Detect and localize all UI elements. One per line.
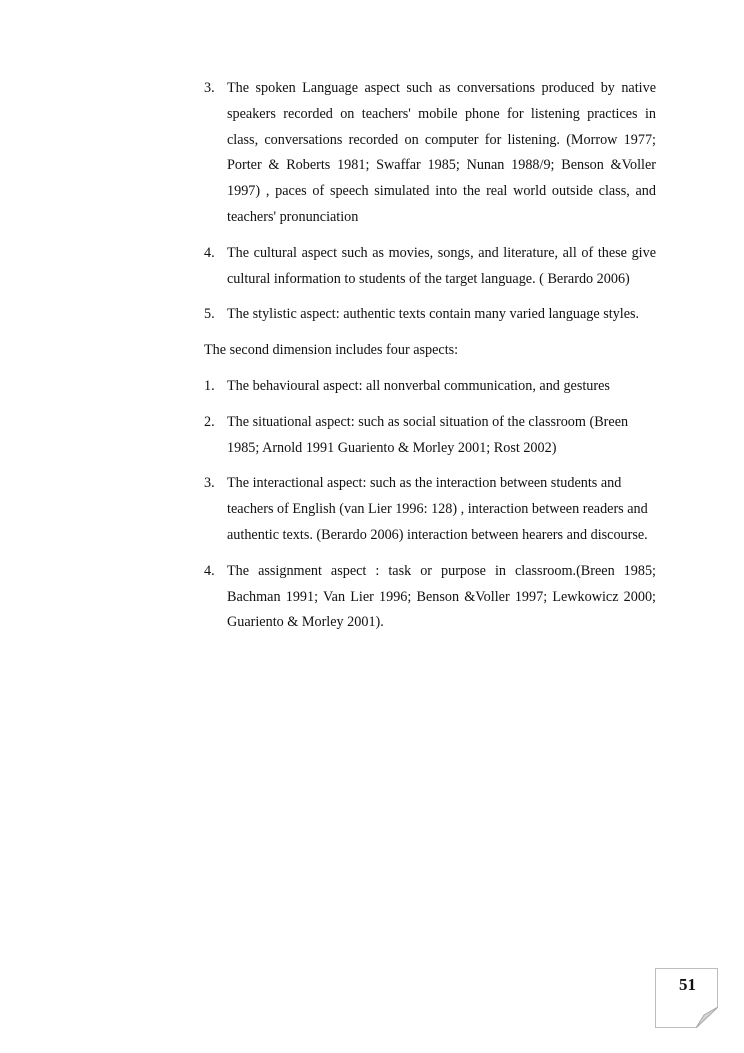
- list-item-number: 3.: [204, 475, 215, 492]
- list-item-number: 2.: [204, 413, 215, 430]
- page-number: 51: [679, 975, 696, 994]
- list-item-text: The situational aspect: such as social situation of the classroom (Breen 1985; Arnold 1991 Guariento & Morley 2001; Rost 2002): [227, 413, 629, 456]
- page-number-box: [655, 968, 718, 1028]
- list-item-number: 1.: [204, 377, 215, 394]
- second-dimension-intro: The second dimension includes four aspects:: [204, 342, 459, 359]
- list-item-text: The assignment aspect : task or purpose in classroom.(Breen 1985; Bachman 1991; Van Lier 1996; Benson &Voller 1997; Lewkowicz 2000; Guariento & Morley 2001).: [227, 562, 656, 631]
- list-item-number: 5.: [204, 306, 215, 323]
- list-item: [204, 241, 656, 293]
- list-item: [204, 410, 656, 462]
- list-item: [204, 559, 656, 636]
- list-item-number: 4.: [204, 562, 215, 579]
- page-body: [204, 76, 656, 646]
- list-item: [204, 76, 656, 231]
- list-item-text: The interactional aspect: such as the interaction between students and teachers of English (van Lier 1996: 128) , interaction between readers and authentic texts. (Berardo 2006) interaction between hearers and discourse.: [227, 475, 648, 543]
- list-item-number: 3.: [204, 80, 215, 96]
- list-item-text: The stylistic aspect: authentic texts contain many varied language styles.: [227, 306, 640, 323]
- list-item: [204, 374, 656, 400]
- list-item-number: 4.: [204, 244, 215, 261]
- list-item: [204, 302, 656, 328]
- page-box-edge: [656, 1027, 698, 1028]
- list-item-text: The spoken Language aspect such as conversations produced by native speakers recorded on teachers' mobile phone for listening practices in class, conversations recorded on computer for listening. (Morrow 1977; Porter & Roberts 1981; Swaffar 1985; Nunan 1988/9; Benson &Voller 1997) , paces of speech simulated into the real world outside class, and teachers' pronunciation: [227, 80, 656, 225]
- page-curl-icon: [696, 1007, 718, 1028]
- list-item: [204, 471, 656, 548]
- list-item-text: The behavioural aspect: all nonverbal communication, and gestures: [227, 377, 610, 394]
- list-item-text: The cultural aspect such as movies, songs, and literature, all of these give cultural information to students of the target language. ( Berardo 2006): [227, 244, 656, 287]
